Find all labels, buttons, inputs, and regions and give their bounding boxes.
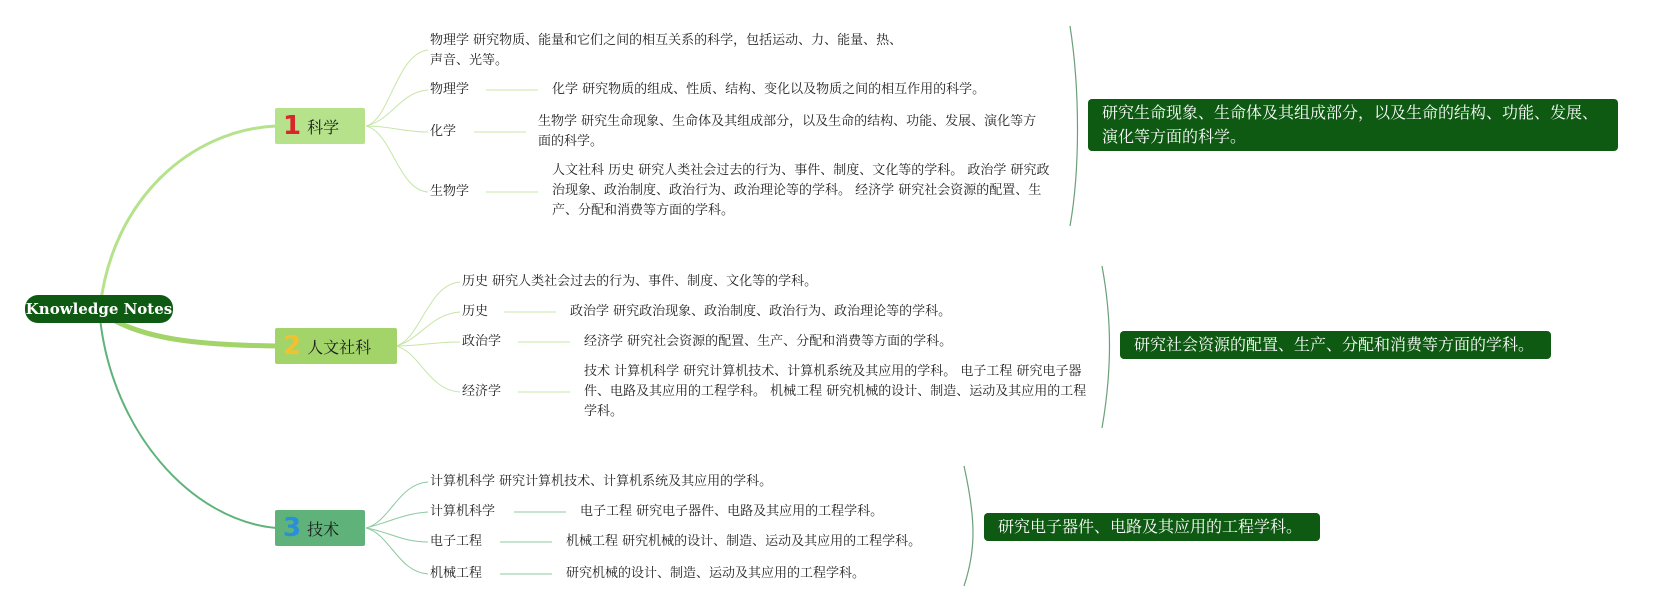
branch-number-3: 3: [283, 513, 302, 543]
branch-number-1: 1: [283, 111, 302, 141]
subtopic-node[interactable]: 生物学 研究生命现象、生命体及其组成部分，以及生命的结构、功能、发展、演化等方面的科学。: [538, 114, 1037, 149]
branch-number-2: 2: [283, 331, 302, 361]
subtopic-node[interactable]: 经济学 研究社会资源的配置、生产、分配和消费等方面的学科。: [584, 334, 953, 349]
bracket-2: [1102, 266, 1110, 428]
bracket-3: [964, 466, 973, 586]
topic-node[interactable]: 化学: [430, 124, 457, 139]
root-node[interactable]: [25, 295, 173, 323]
topic-node[interactable]: 经济学: [462, 384, 502, 399]
summary-text: 研究生命现象、生命体及其组成部分，以及生命的结构、功能、发展、演化等方面的科学。: [1102, 103, 1599, 146]
branch-label: 技术: [307, 519, 340, 539]
summary-text: 研究电子器件、电路及其应用的工程学科。: [998, 517, 1303, 536]
branch-humanities[interactable]: [275, 328, 397, 364]
branch-science[interactable]: [275, 108, 365, 144]
summary-text: 研究社会资源的配置、生产、分配和消费等方面的学科。: [1134, 335, 1535, 354]
topic-node[interactable]: 机械工程: [430, 566, 483, 581]
topic-node[interactable]: 历史: [462, 304, 489, 319]
branch3-fan: [366, 482, 566, 574]
subtopic-node[interactable]: 研究机械的设计、制造、运动及其应用的工程学科。: [566, 566, 866, 581]
summary-node-3[interactable]: [984, 513, 1320, 541]
branch-label: 人文社科: [307, 337, 372, 357]
topic-node[interactable]: 政治学: [462, 334, 502, 349]
summary-node-1[interactable]: [1088, 99, 1618, 151]
subtopic-node[interactable]: 电子工程 研究电子器件、电路及其应用的工程学科。: [580, 504, 884, 519]
subtopic-node[interactable]: 化学 研究物质的组成、性质、结构、变化以及物质之间的相互作用的科学。: [552, 82, 986, 97]
branch-tech[interactable]: [275, 510, 365, 546]
subtopic-node[interactable]: 机械工程 研究机械的设计、制造、运动及其应用的工程学科。: [566, 534, 922, 549]
topic-node[interactable]: 计算机科学: [430, 504, 496, 519]
root-label: Knowledge Notes: [25, 300, 173, 318]
edge-root-tech: [100, 318, 276, 528]
subtopic-node[interactable]: 技术 计算机科学 研究计算机技术、计算机系统及其应用的学科。 电子工程 研究电子器件、电路及其应用的工程学科。 机械工程 研究机械的设计、制造、运动及其应用的工程学科。: [584, 364, 1087, 419]
topic-node[interactable]: 生物学: [430, 184, 470, 199]
branch-label: 科学: [307, 117, 340, 137]
edge-root-science: [100, 126, 276, 308]
topic-node[interactable]: 物理学: [430, 82, 470, 97]
subtopic-node[interactable]: 政治学 研究政治现象、政治制度、政治行为、政治理论等的学科。: [570, 304, 952, 319]
subtopic-node[interactable]: 人文社科 历史 研究人类社会过去的行为、事件、制度、文化等的学科。 政治学 研究政治现象、政治制度、政治行为、政治理论等的学科。 经济学 研究社会资源的配置、生产、分配和消费等方面的学科。: [552, 163, 1050, 218]
branch1-fan: [366, 50, 538, 192]
summary-node-2[interactable]: [1120, 331, 1551, 359]
bracket-1: [1070, 26, 1078, 226]
topic-node[interactable]: 计算机科学 研究计算机技术、计算机系统及其应用的学科。: [430, 474, 773, 489]
topic-node[interactable]: 物理学 研究物质、能量和它们之间的相互关系的科学，包括运动、力、能量、热、声音、光等。: [430, 33, 903, 68]
topic-node[interactable]: 电子工程: [430, 534, 483, 549]
topic-node[interactable]: 历史 研究人类社会过去的行为、事件、制度、文化等的学科。: [462, 274, 818, 289]
